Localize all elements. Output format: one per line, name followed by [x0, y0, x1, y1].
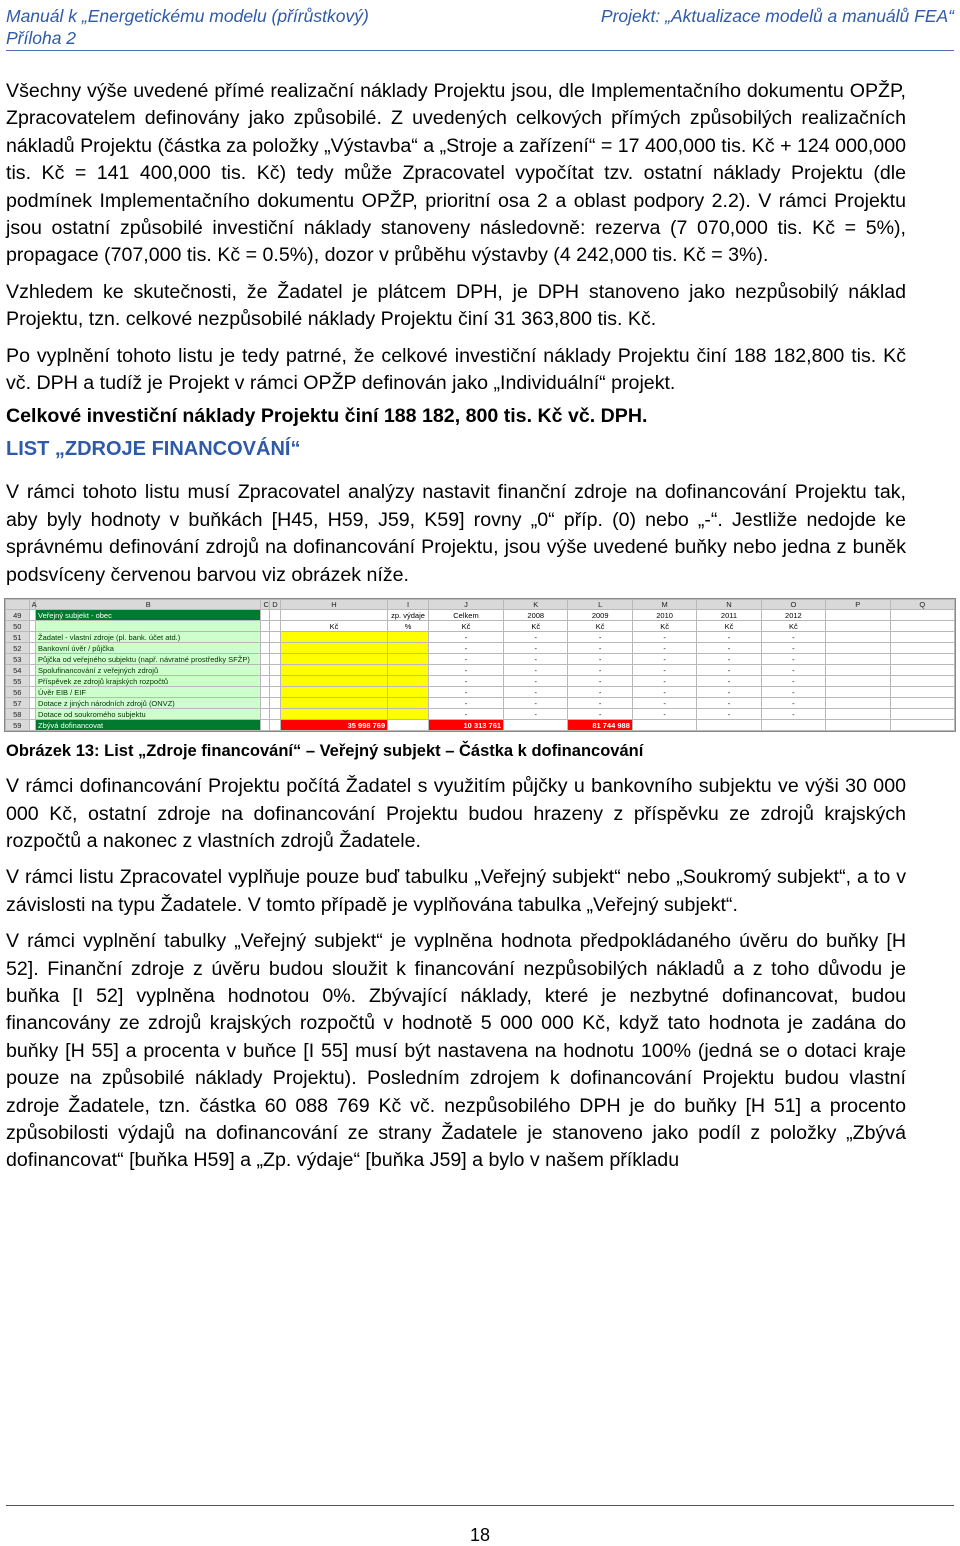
paragraph-financing: V rámci dofinancování Projektu počítá Žadatel s využitím půjčky u bankovního subjektu ve výši 30 000 000 Kč, ostatní zdroje na dofinancování Projektu budou hrazeny z příspěvku ze zdrojů krajských rozpočtů a nakonec z vlastních zdrojů Žadatele.: [6, 775, 906, 852]
cell: [826, 665, 890, 676]
table-row: [6, 621, 955, 632]
cell-o: -: [761, 698, 825, 709]
footer-rule: [6, 1505, 954, 1506]
cell-n: -: [697, 632, 761, 643]
cell-n: -: [697, 698, 761, 709]
cell-i: [388, 720, 429, 731]
cell-k: -: [504, 687, 568, 698]
table-row: [6, 643, 955, 654]
table-row: [6, 720, 955, 731]
cell-m: 2010: [632, 610, 696, 621]
cell-m: [632, 720, 696, 731]
row-label: Dotace od soukromého subjektu: [36, 709, 261, 720]
cell-l: -: [568, 665, 632, 676]
cell: [261, 720, 270, 731]
row-number: 54: [6, 665, 30, 676]
col-header: [6, 600, 30, 610]
section-title: LIST „ZDROJE FINANCOVÁNÍ“: [6, 438, 301, 461]
cell-m: -: [632, 665, 696, 676]
cell-m: -: [632, 676, 696, 687]
row-label: Úvěr EIB / EIF: [36, 687, 261, 698]
cell-h: 35 998 769: [280, 720, 387, 731]
cell-l: -: [568, 643, 632, 654]
page-header: [6, 4, 954, 51]
cell: [890, 654, 955, 665]
total-costs-statement: Celkové investiční náklady Projektu činí 188 182, 800 tis. Kč vč. DPH.: [6, 405, 648, 428]
cell: [270, 665, 281, 676]
paragraph-total: Po vyplnění tohoto listu je tedy patrné, že celkové investiční náklady Projektu činí 188 182,800 tis. Kč vč. DPH a tudíž je Projekt v rámci OPŽP definován jako „Individuální“ projekt.: [6, 344, 906, 395]
cell: [270, 687, 281, 698]
col-header: Q: [890, 600, 955, 610]
cell: [261, 687, 270, 698]
cell-o: -: [761, 709, 825, 720]
col-header: N: [697, 600, 761, 610]
cell: [270, 698, 281, 709]
cell: [826, 621, 890, 632]
cell-n: -: [697, 676, 761, 687]
cell-i: %: [388, 621, 429, 632]
cell-k: 2008: [504, 610, 568, 621]
col-header: J: [428, 600, 503, 610]
col-header: P: [826, 600, 890, 610]
cell: [826, 676, 890, 687]
cell-k: -: [504, 698, 568, 709]
cell-o: -: [761, 687, 825, 698]
table-row: [6, 687, 955, 698]
cell: [270, 632, 281, 643]
cell-j: -: [428, 632, 503, 643]
cell-o: [761, 720, 825, 731]
cell: [826, 687, 890, 698]
cell-l: 81 744 988: [568, 720, 632, 731]
cell: [826, 632, 890, 643]
cell-i: [388, 643, 429, 654]
cell-k: -: [504, 632, 568, 643]
cell: [261, 665, 270, 676]
col-header: L: [568, 600, 632, 610]
cell: [261, 643, 270, 654]
cell-i: [388, 632, 429, 643]
cell: [261, 676, 270, 687]
cell: [261, 621, 270, 632]
cell-l: Kč: [568, 621, 632, 632]
cell: [826, 698, 890, 709]
cell-l: -: [568, 632, 632, 643]
cell-m: -: [632, 632, 696, 643]
spreadsheet-table: [5, 599, 955, 731]
paragraph-direct-costs: Všechny výše uvedené přímé realizační náklady Projektu jsou, dle Implementačního dokumentu OPŽP, Zpracovatelem definovány jako způsobilé. Z uvedených celkových přímých způsobilých realizačních nákladů Projektu (částka za položky „Výstavba“ a „Stroje a zařízení“ = 17 400,000 tis. Kč + 124 000,000 tis. Kč = 141 400,000 tis. Kč) tedy může Zpracovatel vypočítat tzv. ostatní náklady Projektu (dle podmínek Implementačního dokumentu OPŽP, prioritní osa 2 a oblast podpory 2.2). V rámci Projektu jsou ostatní způsobilé investiční náklady stanoveny následovně: rezerva (7 070,000 tis. Kč = 5%), propagace (707,000 tis. Kč = 0.5%), dozor v průběhu výstavby (4 242,000 tis. Kč = 3%).: [6, 80, 906, 267]
cell-k: -: [504, 665, 568, 676]
cell-h: [280, 665, 387, 676]
row-number: 52: [6, 643, 30, 654]
cell-m: -: [632, 698, 696, 709]
cell-n: -: [697, 687, 761, 698]
row-number: 56: [6, 687, 30, 698]
cell-o: -: [761, 665, 825, 676]
row-label: Zbývá dofinancovat: [36, 720, 261, 731]
row-number: 58: [6, 709, 30, 720]
cell: [890, 632, 955, 643]
cell: [890, 610, 955, 621]
paragraph-sheet-intro: V rámci tohoto listu musí Zpracovatel analýzy nastavit finanční zdroje na dofinancování Projektu tak, aby byly hodnoty v buňkách [H45, H59, J59, K59] rovny „0“ příp. (0) nebo „-“. Jestliže nedojde ke správnému definování zdrojů na dofinancování Projektu, jsou výše uvedené buňky nebo jedna z buněk podsvíceny červenou barvou viz obrázek níže.: [6, 481, 906, 586]
col-header: I: [388, 600, 429, 610]
row-number: 51: [6, 632, 30, 643]
paragraph-table-choice: V rámci listu Zpracovatel vyplňuje pouze buď tabulku „Veřejný subjekt“ nebo „Soukromý subjekt“, a to v závislosti na typu Žadatele. V tomto případě je vyplňována tabulka „Veřejný subjekt“.: [6, 866, 906, 916]
cell-k: -: [504, 709, 568, 720]
cell-l: -: [568, 687, 632, 698]
paragraph-vat: Vzhledem ke skutečnosti, že Žadatel je plátcem DPH, je DPH stanoveno jako nezpůsobilý náklad Projektu, tzn. celkové nezpůsobilé náklady Projektu činí 31 363,800 tis. Kč.: [6, 280, 906, 331]
table-row: [6, 654, 955, 665]
cell-n: -: [697, 665, 761, 676]
cell-n: 2011: [697, 610, 761, 621]
row-number: 57: [6, 698, 30, 709]
col-header: H: [280, 600, 387, 610]
row-number: 53: [6, 654, 30, 665]
cell: [270, 621, 281, 632]
cell: [890, 665, 955, 676]
cell-m: -: [632, 687, 696, 698]
table-row: [6, 610, 955, 621]
cell-l: -: [568, 709, 632, 720]
cell: [826, 709, 890, 720]
cell: [270, 643, 281, 654]
cell-j: 10 313 761: [428, 720, 503, 731]
row-number: 49: [6, 610, 30, 621]
table-row: [6, 665, 955, 676]
cell-h: Kč: [280, 621, 387, 632]
cell: [890, 621, 955, 632]
spreadsheet-rows: [6, 610, 955, 731]
cell: [270, 676, 281, 687]
cell-j: -: [428, 654, 503, 665]
cell: [890, 687, 955, 698]
table-row: [6, 632, 955, 643]
cell-m: -: [632, 654, 696, 665]
row-label: Příspěvek ze zdrojů krajských rozpočtů: [36, 676, 261, 687]
cell-h: [280, 643, 387, 654]
cell-o: Kč: [761, 621, 825, 632]
col-header: C: [261, 600, 270, 610]
cell: [890, 709, 955, 720]
page-number: 18: [469, 1525, 491, 1545]
cell: [826, 720, 890, 731]
col-header: D: [270, 600, 281, 610]
table-row: [6, 709, 955, 720]
row-number: 59: [6, 720, 30, 731]
cell-n: -: [697, 643, 761, 654]
cell-j: -: [428, 709, 503, 720]
cell-l: -: [568, 698, 632, 709]
table-row: [6, 676, 955, 687]
cell-o: 2012: [761, 610, 825, 621]
cell-i: [388, 665, 429, 676]
cell-n: -: [697, 709, 761, 720]
cell-j: -: [428, 676, 503, 687]
header-right-line1: Projekt: „Aktualizace modelů a manuálů FEA“: [600, 6, 954, 26]
cell-h: [280, 610, 387, 621]
cell-h: [280, 709, 387, 720]
header-left-line1: Manuál k „Energetickému modelu (přírůstkový): [6, 6, 369, 26]
cell: [261, 632, 270, 643]
cell: [270, 709, 281, 720]
cell: [890, 676, 955, 687]
cell: [826, 654, 890, 665]
cell-j: -: [428, 698, 503, 709]
paragraph-public-subject: V rámci vyplnění tabulky „Veřejný subjekt“ je vyplněna hodnota předpokládaného úvěru do buňky [H 52]. Finanční zdroje z úvěru budou sloužit k financování nezpůsobilých nákladů a z toho důvodu je buňka [I 52] vyplněna hodnotou 0%. Zbývající náklady, které je nezbytné dofinancovat, budou financovány ze zdrojů krajských rozpočtů v hodnotě 5 000 000 Kč, když tato hodnota je zadána do buňky [H 55] a procenta v buňce [I 55] musí být nastavena na hodnotu 100% (jedná se o dotaci kraje pouze na způsobilé náklady Projektu). Posledním zdrojem k dofinancování Projektu budou vlastní zdroje Žadatele, tzn. částka 60 088 769 Kč vč. nezpůsobilého DPH je do buňky [H 51] a procento způsobilosti výdajů na dofinancování ze strany Žadatele je stanoveno jako podíl z položky „Zbývá dofinancovat“ [buňka H59] a „Zp. výdaje“ [buňka J59] a bylo v našem příkladu: [6, 930, 906, 1172]
cell-n: [697, 720, 761, 731]
row-label: Dotace z jiných národních zdrojů (ONVZ): [36, 698, 261, 709]
cell-m: -: [632, 709, 696, 720]
row-label: [36, 621, 261, 632]
row-label: Bankovní úvěr / půjčka: [36, 643, 261, 654]
cell-m: -: [632, 643, 696, 654]
cell-i: [388, 676, 429, 687]
row-label: Veřejný subjekt - obec: [36, 610, 261, 621]
cell: [890, 698, 955, 709]
cell-k: -: [504, 654, 568, 665]
cell-h: [280, 632, 387, 643]
cell-o: -: [761, 632, 825, 643]
cell-i: zp. výdaje: [388, 610, 429, 621]
cell-i: [388, 709, 429, 720]
cell: [270, 720, 281, 731]
spreadsheet-column-headers: [6, 600, 955, 610]
col-header: K: [504, 600, 568, 610]
row-label: Půjčka od veřejného subjektu (např. návratné prostředky SFŽP): [36, 654, 261, 665]
col-header: M: [632, 600, 696, 610]
row-label: Žadatel - vlastní zdroje (pl. bank. účet atd.): [36, 632, 261, 643]
cell: [826, 610, 890, 621]
cell: [261, 610, 270, 621]
cell-k: Kč: [504, 621, 568, 632]
cell-n: -: [697, 654, 761, 665]
cell-o: -: [761, 654, 825, 665]
cell-l: 2009: [568, 610, 632, 621]
cell-h: [280, 676, 387, 687]
cell: [261, 654, 270, 665]
cell: [826, 643, 890, 654]
cell-n: Kč: [697, 621, 761, 632]
cell-j: -: [428, 687, 503, 698]
cell: [890, 720, 955, 731]
cell-i: [388, 698, 429, 709]
cell-i: [388, 654, 429, 665]
cell-l: -: [568, 676, 632, 687]
cell-j: Celkem: [428, 610, 503, 621]
table-row: [6, 698, 955, 709]
row-number: 55: [6, 676, 30, 687]
cell-j: -: [428, 665, 503, 676]
cell-l: -: [568, 654, 632, 665]
cell-h: [280, 654, 387, 665]
cell-h: [280, 687, 387, 698]
cell: [261, 698, 270, 709]
cell: [270, 654, 281, 665]
col-header: A: [29, 600, 35, 610]
cell-j: Kč: [428, 621, 503, 632]
cell-j: -: [428, 643, 503, 654]
cell: [890, 643, 955, 654]
document-body: [6, 78, 926, 1184]
cell: [261, 709, 270, 720]
cell-k: -: [504, 676, 568, 687]
cell-o: -: [761, 676, 825, 687]
col-header: O: [761, 600, 825, 610]
row-label: Spolufinancování z veřejných zdrojů: [36, 665, 261, 676]
cell-h: [280, 698, 387, 709]
cell-o: -: [761, 643, 825, 654]
figure-caption: Obrázek 13: List „Zdroje financování“ – Veřejný subjekt – Částka k dofinancování: [6, 742, 644, 761]
cell-k: [504, 720, 568, 731]
row-number: 50: [6, 621, 30, 632]
col-header: B: [36, 600, 261, 610]
cell: [270, 610, 281, 621]
cell-k: -: [504, 643, 568, 654]
cell-i: [388, 687, 429, 698]
spreadsheet-screenshot: [4, 598, 956, 732]
cell-m: Kč: [632, 621, 696, 632]
header-left-line2: Příloha 2: [6, 28, 77, 48]
